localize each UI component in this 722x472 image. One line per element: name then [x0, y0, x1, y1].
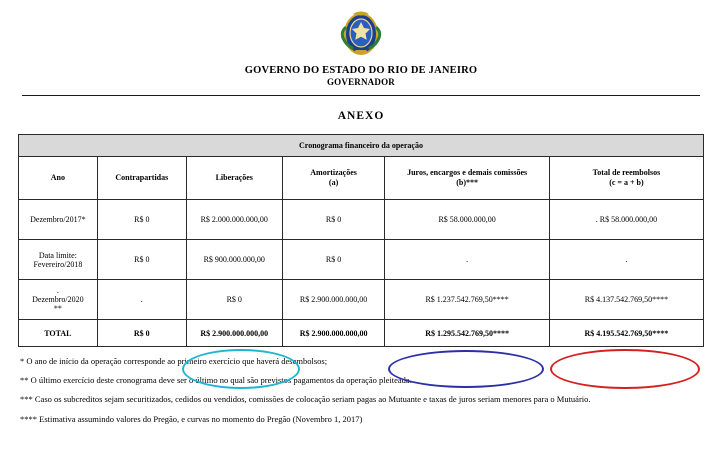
cell-total: . R$ 58.000.000,00 [549, 200, 703, 240]
table-row [19, 240, 704, 280]
column-header-total: Total de reembolsos (c = a + b) [549, 157, 703, 200]
table-header-row [19, 157, 704, 200]
column-header-juros: Juros, encargos e demais comissões (b)*** [385, 157, 549, 200]
cell-total-reembolsos: R$ 4.195.542.769,50**** [549, 320, 703, 347]
cell-juros: R$ 1.237.542.769,50**** [385, 280, 549, 320]
cell-total-amortizacoes: R$ 2.900.000.000,00 [282, 320, 385, 347]
table-row [19, 200, 704, 240]
column-header-liberacoes: Liberações [186, 157, 282, 200]
cell-ano: . Dezembro/2020 ** [19, 280, 98, 320]
coat-of-arms-icon [333, 6, 389, 62]
header-divider [22, 95, 700, 96]
footnote-1: * O ano de início da operação corresponde ao primeiro exercício que haverá desembolsos; [20, 356, 328, 366]
footnote-3: *** Caso os subcreditos sejam securitizados, cedidos ou vendidos, comissões de colocação seriam pagas ao Mutuante e taxas de juros seriam menores para o Mutuário. [20, 394, 591, 405]
document-header [0, 0, 722, 122]
table-row [19, 280, 704, 320]
financial-schedule-table-container [18, 134, 704, 347]
cell-total-contrapartidas: R$ 0 [97, 320, 186, 347]
table-caption-row [19, 135, 704, 157]
cell-liberacoes: R$ 900.000.000,00 [186, 240, 282, 280]
footnote-4: **** Estimativa assumindo valores do Pregão, e curvas no momento do Pregão (Novembro 1, 2017) [20, 413, 363, 424]
table-total-row [19, 320, 704, 347]
column-header-contrapartidas: Contrapartidas [97, 157, 186, 200]
footnote-2: ** O último exercício deste cronograma deve ser o último no qual são previstos pagamentos da operação pleiteada. [20, 375, 412, 386]
financial-schedule-table [18, 134, 704, 347]
cell-ano: Data limite: Fevereiro/2018 [19, 240, 98, 280]
cell-amortizacoes: R$ 0 [282, 200, 385, 240]
cell-total: . [549, 240, 703, 280]
cell-contrapartidas: R$ 0 [97, 200, 186, 240]
cell-total-label: TOTAL [19, 320, 98, 347]
cell-liberacoes: R$ 2.000.000.000,00 [186, 200, 282, 240]
cell-total-juros: R$ 1.295.542.769,50**** [385, 320, 549, 347]
cell-total-liberacoes: R$ 2.900.000.000,00 [186, 320, 282, 347]
cell-liberacoes: R$ 0 [186, 280, 282, 320]
cell-contrapartidas: R$ 0 [97, 240, 186, 280]
governor-subtitle: GOVERNADOR [326, 77, 395, 87]
table-caption: Cronograma financeiro da operação [19, 135, 704, 157]
column-header-amortizacoes: Amortizações (a) [282, 157, 385, 200]
footnotes [20, 356, 702, 424]
cell-juros: . [385, 240, 549, 280]
cell-juros: R$ 58.000.000,00 [385, 200, 549, 240]
cell-ano: Dezembro/2017* [19, 200, 98, 240]
column-header-ano: Ano [19, 157, 98, 200]
cell-amortizacoes: R$ 0 [282, 240, 385, 280]
cell-amortizacoes: R$ 2.900.000.000,00 [282, 280, 385, 320]
page-title: ANEXO [337, 110, 385, 122]
cell-contrapartidas: . [97, 280, 186, 320]
government-title: GOVERNO DO ESTADO DO RIO DE JANEIRO [244, 65, 478, 76]
cell-total: R$ 4.137.542.769,50**** [549, 280, 703, 320]
